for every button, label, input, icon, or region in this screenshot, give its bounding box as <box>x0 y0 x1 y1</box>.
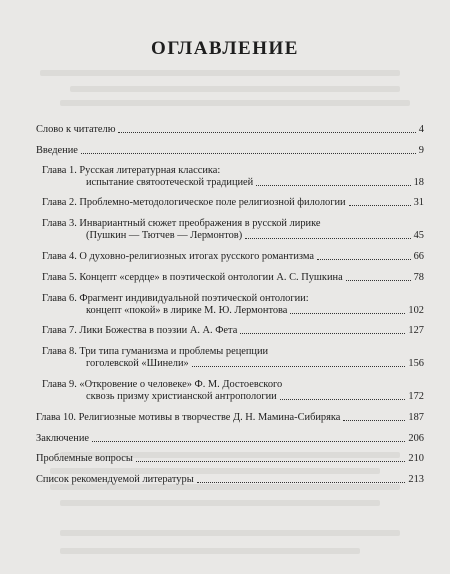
toc-entry-title: Заключение <box>36 433 89 444</box>
dot-leader <box>92 441 405 442</box>
toc-entry-title-line: Глава 3. Инвариантный сюжет преображения в русской лирике <box>42 218 321 229</box>
dot-leader <box>240 333 405 334</box>
toc-entry-title: Глава 4. О духовно-религиозных итогах русского романтизма <box>42 251 314 262</box>
dot-leader <box>256 185 410 186</box>
dot-leader <box>290 313 405 314</box>
dot-leader <box>317 259 411 260</box>
toc-entry-page-number: 172 <box>408 391 424 402</box>
toc-entry-title: Глава 2. Проблемно-методологическое поле религиозной филологии <box>42 197 346 208</box>
toc-entry-page-number: 187 <box>408 412 424 423</box>
toc-entry-ch4[interactable] <box>36 251 424 263</box>
dot-leader <box>118 132 415 133</box>
show-through-line <box>40 70 400 76</box>
dot-leader <box>343 420 405 421</box>
toc-entry-line <box>42 305 424 317</box>
toc-entry-title: Глава 5. Концепт «сердце» в поэтической онтологии А. С. Пушкина <box>42 272 343 283</box>
toc-entry-page-number: 102 <box>408 305 424 316</box>
toc-entry-page-number: 78 <box>413 272 424 283</box>
toc-entry-title-line: Глава 9. «Откровение о человеке» Ф. М. Достоевского <box>42 379 283 390</box>
toc-entry-line <box>42 230 424 242</box>
toc-entry-ch2[interactable] <box>36 197 424 209</box>
toc-entry-title: испытание святоотеческой традицией <box>86 177 254 188</box>
toc-entry-title: сквозь призму христианской антропологии <box>86 391 277 402</box>
toc-entry-title: Слово к читателю <box>36 124 116 135</box>
toc-entry-line <box>36 453 424 465</box>
dot-leader <box>81 153 416 154</box>
toc-entry-line <box>36 412 424 424</box>
dot-leader <box>346 280 411 281</box>
dot-leader <box>280 399 406 400</box>
page-title: ОГЛАВЛЕНИЕ <box>151 38 299 59</box>
toc-entry-title: Введение <box>36 145 78 156</box>
show-through-line <box>70 86 400 92</box>
toc-entry-page-number: 206 <box>408 433 424 444</box>
toc-entry-ch1[interactable] <box>36 165 424 189</box>
toc-entry-line <box>42 177 424 189</box>
toc-entry-intro-word[interactable] <box>36 124 424 136</box>
toc-entry-line <box>42 391 424 403</box>
toc-entry-ch7[interactable] <box>36 325 424 337</box>
dot-leader <box>349 205 411 206</box>
toc-entry-line <box>42 197 424 209</box>
toc-entry-ch8[interactable] <box>36 346 424 370</box>
toc-entry-line <box>36 124 424 136</box>
dot-leader <box>136 461 406 462</box>
toc-entry-line <box>42 325 424 337</box>
toc-entry-title: гоголевской «Шинели» <box>86 358 189 369</box>
toc-entry-page-number: 210 <box>408 453 424 464</box>
toc-entry-line <box>36 433 424 445</box>
show-through-line <box>60 548 360 554</box>
toc-entry-line <box>42 272 424 284</box>
toc-entry-title: Глава 10. Религиозные мотивы в творчестве Д. Н. Мамина-Сибиряка <box>36 412 341 423</box>
toc-entry-line <box>36 474 424 486</box>
toc-entry-ch10[interactable] <box>36 412 424 424</box>
toc-entry-page-number: 66 <box>413 251 424 262</box>
toc-entry-page-number: 4 <box>418 124 424 135</box>
toc-entry-conclusion[interactable] <box>36 433 424 445</box>
toc-entry-page-number: 9 <box>418 145 424 156</box>
toc-entry-title: Список рекомендуемой литературы <box>36 474 194 485</box>
toc-entry-title-line: Глава 8. Три типа гуманизма и проблемы рецепции <box>42 346 269 357</box>
toc-entry-page-number: 45 <box>413 230 424 241</box>
toc-entry-title-line: Глава 6. Фрагмент индивидуальной поэтической онтологии: <box>42 293 309 304</box>
toc-entry-ch9[interactable] <box>36 379 424 403</box>
toc-entry-title: Глава 7. Лики Божества в поэзии А. А. Фета <box>42 325 238 336</box>
toc-entry-page-number: 127 <box>408 325 424 336</box>
toc-entry-line <box>42 251 424 263</box>
dot-leader <box>197 482 406 483</box>
show-through-line <box>60 500 380 506</box>
toc-entry-title-line: Глава 1. Русская литературная классика: <box>42 165 221 176</box>
toc-entry-ch3[interactable] <box>36 218 424 242</box>
toc-entry-line <box>36 145 424 157</box>
toc-entry-introduction[interactable] <box>36 145 424 157</box>
toc-entry-line <box>42 358 424 370</box>
toc-entry-page-number: 18 <box>413 177 424 188</box>
table-of-contents <box>36 124 424 486</box>
toc-entry-page-number: 31 <box>413 197 424 208</box>
toc-entry-title: Проблемные вопросы <box>36 453 133 464</box>
toc-entry-page-number: 213 <box>408 474 424 485</box>
show-through-line <box>60 100 410 106</box>
toc-entry-ch5[interactable] <box>36 272 424 284</box>
dot-leader <box>192 366 406 367</box>
toc-entry-title: (Пушкин — Тютчев — Лермонтов) <box>86 230 243 241</box>
toc-entry-ch6[interactable] <box>36 293 424 317</box>
dot-leader <box>245 238 410 239</box>
show-through-line <box>60 530 400 536</box>
toc-entry-page-number: 156 <box>408 358 424 369</box>
toc-entry-title: концепт «покой» в лирике М. Ю. Лермонтова <box>86 305 288 316</box>
toc-entry-literature[interactable] <box>36 474 424 486</box>
toc-entry-problems[interactable] <box>36 453 424 465</box>
